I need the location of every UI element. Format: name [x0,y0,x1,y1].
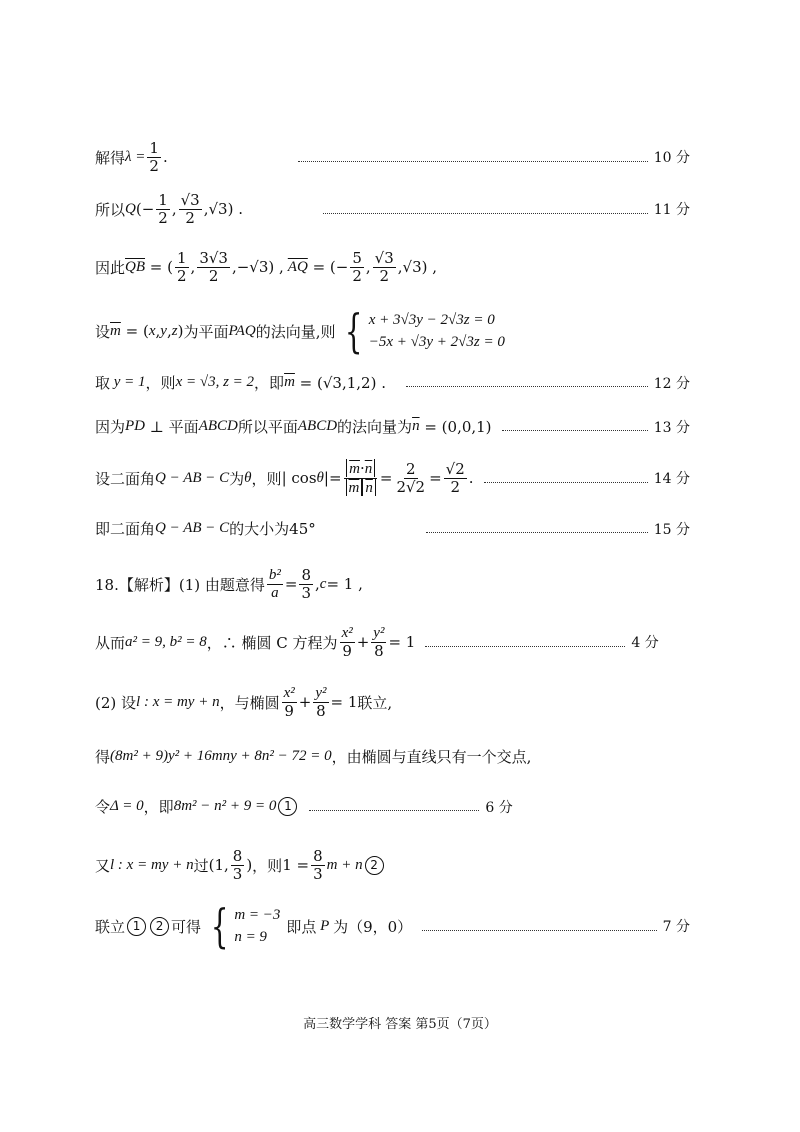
line-post: ，即 [254,374,285,392]
solution-line-15: 联立 1 2 可得 { m = −3 n = 9 即点 P 为（9，0） 7 分 [95,899,690,953]
line-prefix: 所以 [95,200,126,219]
brace-icon: { [210,899,229,953]
page-footer: 高三数学学科 答案 第5页（7页） [303,1017,497,1032]
line-prefix: 因为 [95,418,126,436]
dot-leader [484,482,648,483]
score-label: 6 分 [485,799,513,816]
circled-two-icon: 2 [365,856,384,875]
solution-line-1 [95,140,690,174]
fraction: $\frac{1}{2}$ [149,139,159,175]
solution-line-7: 设二面角 Q − AB − C 为 θ ，则 | cos θ |= $\frac{\overline{m}\cdot\overline{n}}{\overline{m} \overline{n}}$ = $\frac{2}{2√2}$ = $\frac{√2}{2}$ . 14 分 [95,459,690,496]
vector-qb: $\overline{QB}$ [125,258,146,275]
line-post: ，则 [252,856,283,875]
problem-heading: 18.【解析】(1) 由题意得 [95,575,265,594]
line-post: ，则 [251,469,282,488]
line-mid: 过 [193,856,209,875]
brace-icon: { [345,304,363,358]
line-prefix: 从而 [95,633,126,652]
line-prefix: 即二面角 [95,520,156,538]
line-mid: 平面 [168,418,199,436]
dot-leader [422,930,656,931]
math-lambda: λ = [125,148,146,165]
solution-line-9: 18.【解析】(1) 由题意得 $\frac{\text{b²}}{a}$ = $\frac{8}{3}$ , c = 1 , [95,566,363,602]
line-post-2: 为（9，0） [333,917,413,936]
vector-aq: $\overline{AQ}$ [287,258,308,275]
line-post: 的法向量,则 [255,322,336,341]
line-mid: 为 [229,469,245,488]
line-mid: 可得 [171,917,202,936]
dot-leader [298,161,648,162]
score-label: 10 分 [653,150,690,166]
line-prefix: 联立 [95,917,126,936]
circled-two-icon: 2 [150,917,169,936]
score-label: 15 分 [653,521,690,538]
dot-leader [323,213,648,214]
line-prefix: 又 [95,856,111,875]
dot-leader [406,386,648,387]
solution-line-4: 设 $\overline{m}$ = ( x , y , z ) 为平面 PAQ 的法向量,则 { x + 3√3y − 2√3z = 0 −5x + √3y + 2√3z = 0 [95,304,505,358]
solution-line-11: (2) 设 l : x = my + n ，与椭圆 $\frac{\text{x²}}{9}$ + $\frac{\text{y²}}{8}$ = 1 联立, [95,685,393,720]
line-mid: ，则 [145,374,176,392]
dot-leader [502,430,648,431]
solution-line-3: 因此 $\overline{QB}$ = ( $\frac{1}{2}$ , $\frac{3√3}{2}$ ,−√3) , $\overline{AQ}$ = (− $\frac{5}{2}$ , $\frac{√3}{2}$ ,√3) , [95,249,438,285]
line-prefix: 得 [95,748,111,766]
line-prefix: 设二面角 [95,469,156,488]
solution-line-13: 令 Δ = 0 ，即 8m² − n² + 9 = 0 1 6 分 [95,798,513,816]
dot-leader [309,810,479,811]
line-mid: ，即 [143,798,174,816]
equation-system [339,304,505,358]
line-prefix: 解得 [95,148,126,167]
line-prefix: 设 [95,322,111,341]
solution-line-6: 因为 PD ⊥ 平面 ABCD 所以平面 ABCD 的法向量为 $\overline{n}$ = (0,0,1) 13 分 [95,417,690,436]
solution-line-10: 从而 a² = 9, b² = 8 ，∴ 椭圆 C 方程为 $\frac{\text{x²}}{9}$ + $\frac{\text{y²}}{8}$ = 1 4 分 [95,625,659,660]
circled-one-icon: 1 [278,797,297,816]
solution-line-2: 所以 Q (− $\frac{1}{2}$ , $\frac{√3}{2}$ ,√3) . 11 分 [95,191,690,227]
score-label: 4 分 [631,635,659,651]
line-post: ，由椭圆与直线只有一个交点, [331,748,532,766]
vector-m: $\overline{m}$ [110,322,121,339]
line-post-2: 的法向量为 [337,418,413,436]
solution-system: { m = −3 n = 9 [210,899,281,953]
solution-line-14: 又 l : x = my + n 过 (1, $\frac{8}{3}$ ) ，则 1 = $\frac{8}{3}$ m + n 2 [95,848,690,882]
line-mid: ，∴ 椭圆 C 方程为 [206,633,338,652]
score-label: 11 分 [653,202,690,218]
line-mid: 为平面 [183,322,229,341]
line-prefix: 取 [95,374,111,392]
line-prefix: (2) 设 [95,693,137,712]
solution-line-8: 即二面角 Q − AB − C 的大小为 45° 15 分 [95,519,690,538]
equation-1: x + 3√3y − 2√3z = 0 [368,311,495,328]
line-mid: ，与椭圆 [219,693,280,712]
circled-one-icon: 1 [127,917,146,936]
line-prefix: 令 [95,798,111,816]
score-label: 12 分 [653,375,690,392]
solution-line-12: 得 (8m² + 9)y² + 16mny + 8n² − 72 = 0 ，由椭圆与直线只有一个交点, [95,748,532,766]
line-prefix: 因此 [95,258,126,277]
line-mid: 的大小为 [229,520,290,538]
score-label: 14 分 [653,471,690,487]
period: . [162,148,168,166]
equation-2: −5x + √3y + 2√3z = 0 [368,334,505,350]
score-label: 13 分 [653,419,690,436]
math-q: Q [125,200,136,217]
dot-leader [425,646,625,647]
line-post: 联立, [357,693,393,712]
angle-value: 45° [289,519,316,538]
plane-paq: PAQ [228,322,256,339]
line-post: 即点 [286,917,317,936]
score-label: 7 分 [662,919,690,935]
solution-line-5: 取 y = 1 ，则 x = √3, z = 2 ，即 $\overline{m}$ = (√3,1,2) . 12 分 [95,373,690,392]
line-post-1: 所以平面 [237,418,298,436]
dot-leader [426,532,648,533]
